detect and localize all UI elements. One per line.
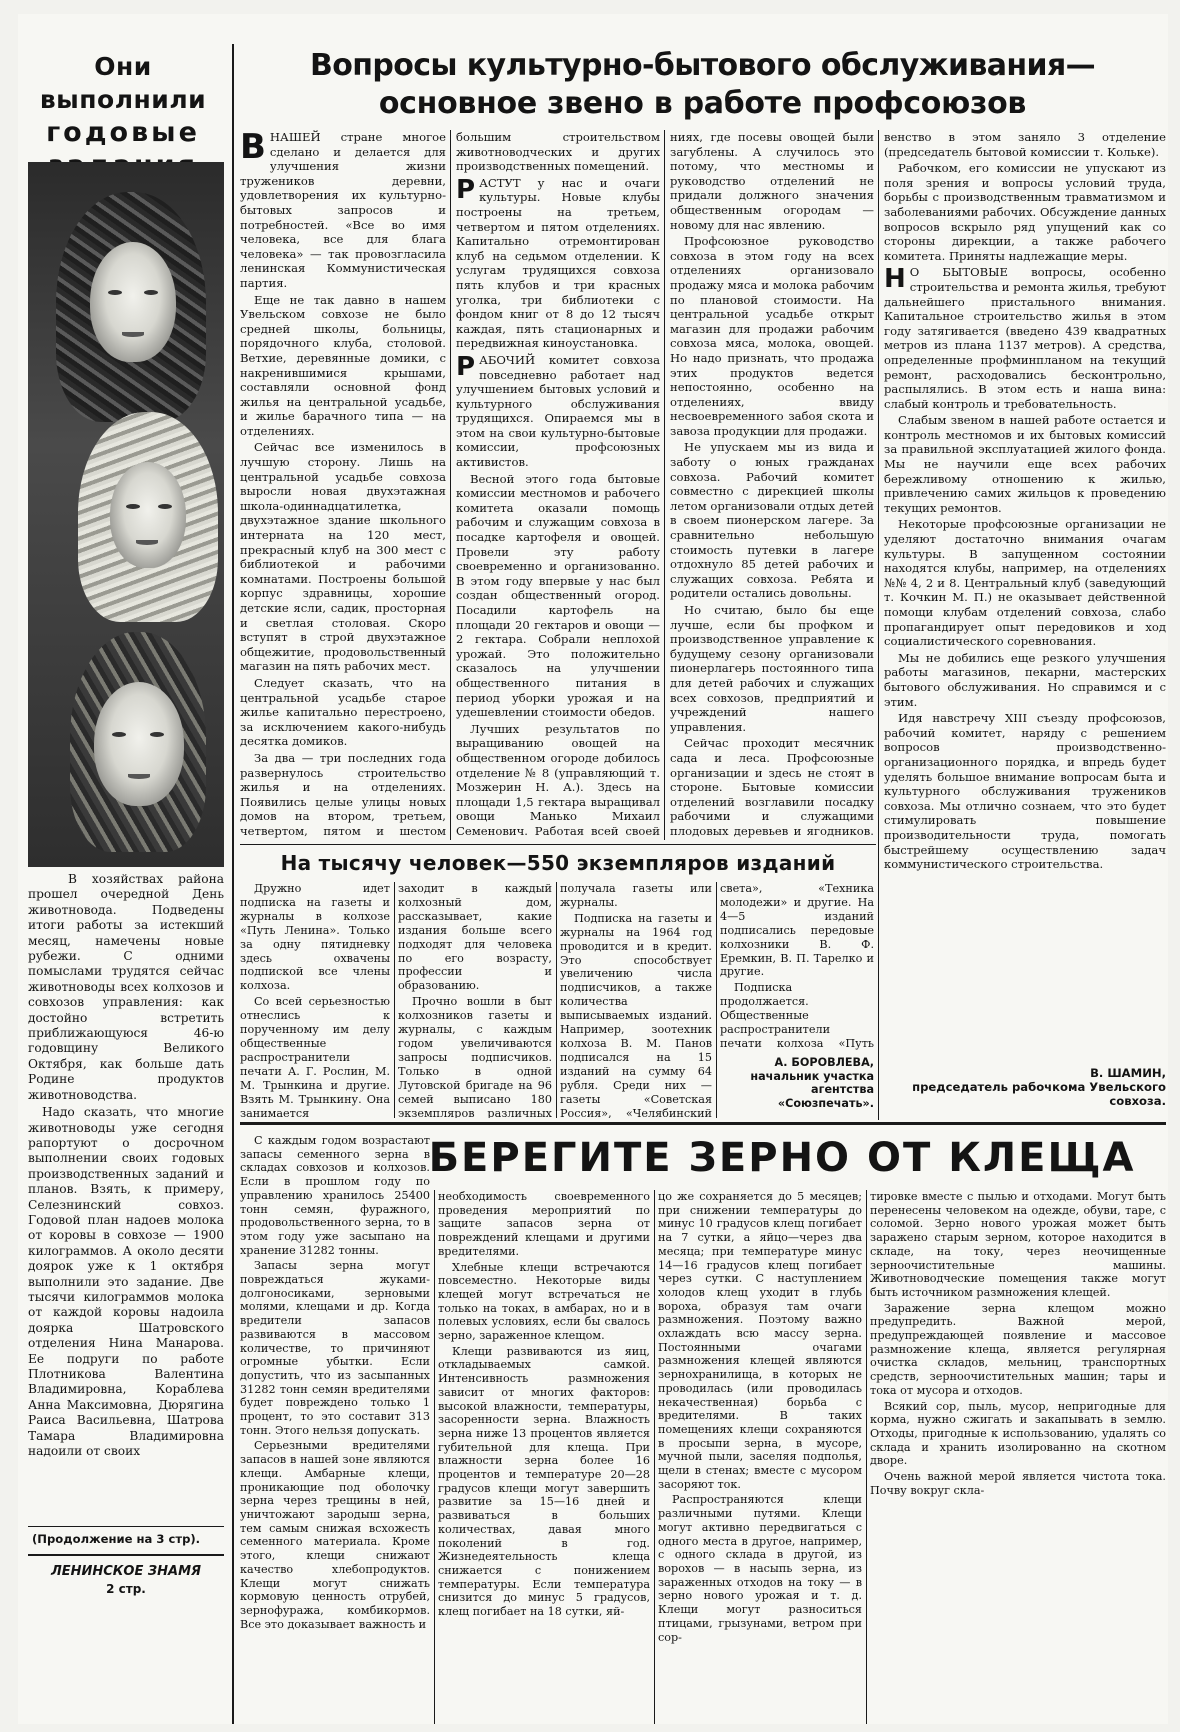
column-divider [866,1190,867,1724]
paragraph: Подписка продолжается. Общественные распространители печати колхоза «Путь [720,981,874,1050]
newspaper-name: ЛЕНИНСКОЕ ЗНАМЯ [50,1564,202,1579]
paragraph: Еще не так давно в нашем Увельском совхозе не было средней школы, больницы, порядочного клуба, столовой. Ветхие, деревянные домики, с накренившимися крышами, составляли основной фонд жилья на центральной усадьбе, и жилье барачного типа — на отделениях. [240,292,446,438]
column-divider [394,882,395,1118]
paragraph: Всякий сор, пыль, мусор, непригодные для корма, нужно сжигать и закапывать в землю. Отходы, пригодные к использованию, удалять со склада и хранить изолированно на скотном дворе. [870,1399,1166,1468]
left-title-line-2: годовые [46,117,200,148]
paragraph: НАШЕЙ стране многое сделано и делается для улучшения жизни тружеников деревни, удовлетворения их культурно-бытовых запросов и потребностей. «Все во имя человека, все для блага человека» — так провозгласила ленинская Коммунистическая партия. [240,130,446,290]
paragraph: получала газеты или журналы. [560,882,712,909]
sub-col-3 [560,882,712,1118]
dropcap: Н [884,264,906,295]
paragraph: цо же сохраняется до 5 месяцев; при снижении температуры до минус 10 градусов клещ погибает на 7 сутки, а яйцо—через два месяца; при температуре минус 14—16 градусов клещ погибает через сутки. С наступлением холодов клещ уходит в глубь вороха, образуя там очаги размножения. Поэтому важно охлаждать всю массу зерна. Постоянными очагами размножения клещей являются зернохранилища, в которых не проводилась (или проводилась некачественная) борьба с вредителями. В таких помещениях клещи сохраняются в просыпи зерна, в мусоре, мучной пыли, заселяя подполья, щели в стенах; вместе с мусором засоряют ток. [658,1190,862,1491]
paragraph: О БЫТОВЫЕ вопросы, особенно строительства и ремонта жилья, требуют дальнейшего пристального внимания. Капитальное строительство жилья в этом году затягивается (введено 439 квадратных метров из плана 1137 метров). А средства, определенные профминпланом на текущий ремонт, расходовались бесконтрольно, распылялись. В этом есть и наша вина: слабый контроль и требовательность. [884,265,1166,411]
paragraph: Подписка на газеты и журналы на 1964 год проводится и в кредит. Это способствует увеличению числа подписчиков, а также количества выписываемых изданий. Например, зоотехник колхоза В. М. Панов подписался на 15 изданий на сумму 64 рубля. Среди них — газеты «Советская Россия», «Челябинский [560,911,712,1118]
paragraph: АБОЧИЙ комитет совхоза повседневно работает над улучшением бытовых условий и культурного обслуживания трудящихся. Опираемся мы в этом на свои культурно-бытовые комиссии, профсоюзных активистов. [456,352,660,470]
signature-name: В. ШАМИН, [1090,1066,1166,1080]
paragraph: Профсоюзное руководство совхоза в этом году на всех отделениях организовало продажу мяса и молока рабочим по плановой стоимости. На центральной усадьбе открыт магазин для продажи рабочим совхоза мяса, молока, овощей. Но надо признать, что продажа этих продуктов ведется непостоянно, особенно на отделениях, ввиду несвоевременного забоя скота и завоза продукции для продажи. [670,234,874,438]
subscription-signature [720,1056,874,1110]
section-rule [240,1122,1166,1125]
column-divider [664,130,665,840]
signature-name: А. БОРОВЛЕВА, [774,1056,874,1069]
paragraph: За два — три последних года развернулось строительство жилья и на отделениях. Появились целые улицы новых домов на втором, третьем, четвертом, пятом и шестом [240,750,446,838]
section-rule [240,844,876,845]
left-title-line-1: Они выполнили [39,52,207,114]
eye-shape [144,290,158,295]
dropcap: Р [456,174,476,205]
paragraph: ниях, где посевы овощей были загублены. А случилось это потому, что местномы и руководство отделений не придали должного значения общественным огородам —новому для нас явлению. [670,130,874,232]
paragraph: Дружно идет подписка на газеты и журналы в колхозе «Путь Ленина». Только за одну пятидневку здесь охвачены подпиской все члены колхоза. [240,882,390,993]
paragraph: АСТУТ у нас и очаги культуры. Новые клубы построены на третьем, четвертом и пятом отделениях. Капитально отремонтирован клуб на седьмом отделении. К услугам трудящихся совхоза пять клубов и три красных уголка, три библиотеки с фондом книг от 8 до 12 тысяч каждая, пять стационарных и передвижная киноустановка. [456,175,660,351]
newspaper-page [18,14,1168,1724]
paragraph: необходимость своевременного проведения мероприятий по защите запасов зерна от повреждений клещами и другими вредителями. [438,1190,650,1258]
paragraph: Сейчас проходит месячник сада и леса. Профсоюзные организации и здесь не стоят в стороне. Бытовые комиссии отделений возглавили посадку рабочими и служащими плодовых деревьев и ягодников. [670,736,874,838]
paragraph: Мы не добились еще резкого улучшения работы магазинов, пекарни, мастерских бытового обслуживания. Но справимся и с этим. [884,650,1166,709]
grain-col-4 [870,1190,1166,1724]
paragraph: Следует сказать, что на центральной усадьбе старое жилье капитально перестроено, за исключением какого-нибудь десятка домиков. [240,675,446,749]
main-headline-1: Вопросы культурно-бытового обслуживания— [309,48,1096,83]
mouth-shape [122,332,144,337]
main-col-2 [456,130,660,840]
paragraph: Рабочком, его комиссии не упускают из поля зрения и вопросы условий труда, борьбы с производственным травматизмом и заболеваниями рабочих. Обсуждение данных вопросов вскрыло ряд упущений как со стороны дирекции, а также рабочего комитета. Приняты надлежащие меры. [884,161,1166,263]
main-headline-2: основное звено в работе профсоюзов [378,86,1027,121]
grain-headline: БЕРЕГИТЕ ЗЕРНО ОТ КЛЕЩА [428,1135,1136,1181]
paragraph: Клещи развиваются из яиц, откладываемых самкой. Интенсивность размножения зависит от многих факторов: высокой влажности, температуры, засоренности зерна. Влажность зерна ниже 13 процентов является губительной для клеща. При влажности зерна более 16 процентов и температуре 20—28 градусов клещи могут завершить развитие за 15—16 дней и развиваться в больших количествах, давая много поколений в год. Жизнедеятельность клеща снижается с понижением температуры. Если температура снизится до минус 5 градусов, клещ погибает на 18 сутки, яй- [438,1344,650,1619]
paragraph: Идя навстречу XIII съезду профсоюзов, рабочий комитет, наряду с решением вопросов производственно-организационного порядка, и впредь будет уделять большое внимание вопросам быта и культурного обслуживания тружеников совхоза. Мы отлично сознаем, что это будет стимулировать повышение производительности труда, помогать быстрейшему осуществлению задач коммунистического строительства. [884,711,1166,872]
left-article-text [28,872,224,1522]
main-col-1 [240,130,446,840]
paragraph: тировке вместе с пылью и отходами. Могут быть перенесены человеком на одежде, обуви, таре, с соломой. Зерно нового урожая может быть заражено старым зерном, которое находится в складе, на току, через неочищенные зерноочистительные машины. Животноводческие помещения также могут быть источником размножения клещей. [870,1190,1166,1299]
mouth-shape [136,540,158,545]
main-col-3 [670,130,874,840]
paragraph: Хлебные клещи встречаются повсеместно. Некоторые виды клещей могут встречаться не только на токах, в амбарах, но и в полевых условиях, если бы свалось зерно, зараженное клещом. [438,1260,650,1343]
face-shape [110,462,186,568]
sub-col-4 [720,882,874,1052]
paragraph: света», «Техника молодежи» и другие. На 4—5 изданий подписались передовые колхозники В. Ф. Еремкин, В. П. Тарелко и другие. [720,882,874,979]
paragraph: Прочно вошли в быт колхозников газеты и журналы, с каждым годом увеличиваются запросы подписчиков. Только в одной Лутовской бригаде на 96 семей выписано 180 экземпляров различных [398,995,552,1118]
grain-col-1 [240,1134,430,1724]
paragraph: Но считаю, было бы еще лучше, если бы профком и производственное управление к будущему сезону организовали пионерлагерь постоянного типа для детей рабочих и служащих всех совхозов, предприятий и учреждений нашего управления. [670,603,874,734]
continuation-note: (Продолжение на 3 стр). [32,1532,201,1546]
sub-col-1 [240,882,390,1118]
paragraph: Запасы зерна могут повреждаться жуками-долгоносиками, зерновыми молями, клещами и др. Когда вредители запасов развиваются в массовом количестве, то причиняют огромные убытки. Если допустить, что из засыпанных 31282 тонн семян вредителями будет повреждено только 1 процент, то это составит 313 тонн. Этого нельзя допускать. [240,1259,430,1437]
paragraph: Распространяются клещи различными путями. Клещи могут активно передвигаться с одного места в другое, например, с одного склада в другой, из ворохов — в насыпь зерна, из зараженных отходов на току — в зерно нового урожая и т. д. Клещи могут разноситься птицами, грызунами, ветром при сор- [658,1493,862,1644]
paragraph: Со всей серьезностью отнеслись к порученному им делу общественные распространители печати А. Г. Рослин, М. М. Трынкина и другие. Взять М. Трынкину. Она занимается [240,995,390,1118]
left-rule [28,1554,224,1556]
paragraph: Сейчас все изменилось в лучшую сторону. Лишь на центральной усадьбе совхоза выросли новая двухэтажная школа-одиннадцатилетка, двухэтажное здание школьного интерната на 120 мест, прекрасный клуб на 300 мест с библиотекой и рабочими комнатами. Построены большой корпус здравницы, хорошие детские ясли, садик, просторная и светлая столовая. Скоро вступят в строй двухэтажное общежитие, продовольственный магазин на пять рабочих мест. [240,440,446,674]
paragraph: Надо сказать, что многие животноводы уже сегодня рапортуют о досрочном выполнении своих годовых производственных заданий и планов. Взять, к примеру, Селезнинский совхоз. Годовой план надоев молока от коровы в совхозе — 1900 килограммов. А около десяти доярок уже к 1 октября выполнили это задание. Две тысячи килограммов молока от каждой коровы надоила доярка Шатровского отделения Нина Манарова. Ее подруги по работе Плотникова Валентина Владимировна, Кораблева Анна Максимовна, Дюрягина Раиса Васильевна, Шатрова Тамара Владимировна надоили от своих [28,1105,224,1459]
paragraph: С каждым годом возрастают запасы семенного зерна в складах совхозов и колхозов. Если в прошлом году по управлению хранилось 25400 тонн семян, фуражного, продовольственного зерна, то в этом году уже засыпано на хранение 31282 тонны. [240,1134,430,1257]
grain-col-3 [658,1190,862,1724]
sub-col-2 [398,882,552,1118]
paragraph: заходит в каждый колхозный дом, рассказывает, какие издания больше всего подходят для человека по его возрасту, профессии и образованию. [398,882,552,993]
paragraph: Слабым звеном в нашей работе остается и контроль местномов и их бытовых комиссий за правильной эксплуатацией жилого фонда. Мы не научили еще всех рабочих бережливому отношению к жилью, привлечению самих жильцов к проведению текущих ремонтов. [884,413,1166,515]
paragraph: Некоторые профсоюзные организации не уделяют достаточно внимания очагам культуры. В запущенном состоянии находятся клубы, например, на отделениях №№ 4, 2 и 8. Центральный клуб (заведующий т. Кочкин М. П.) не оказывает действенной помощи клубам отделений совхоза, слабо пропагандирует опыт передовиков и ход социалистического соревнования. [884,517,1166,649]
paragraph: Серьезными вредителями запасов в нашей зоне являются клещи. Амбарные клещи, проникающие под оболочку зерна через трещины в ней, уничтожают зародыш зерна, тем самым снижая всхожесть семенного материала. Кроме этого, клещи снижают качество хлебопродуктов. Клещи могут снижать кормовую ценность отрубей, зернофуража, комбикормов. Все это доказывает важность и [240,1439,430,1631]
mouth-shape [128,774,150,779]
column-divider [450,130,451,840]
page-number: 2 стр. [106,1582,146,1596]
paragraph: Очень важной мерой является чистота тока. Почву вокруг скла- [870,1470,1166,1497]
eye-shape [112,732,126,737]
column-divider [232,44,234,1724]
column-divider [654,1190,655,1724]
eye-shape [150,732,164,737]
paragraph: Лучших результатов по выращиванию овощей на общественном огороде добилось отделение № 8 (управляющий т. Мозжерин Н. А.). Здесь на площади 1,5 гектара выращивал овощи Манько Михаил Семенович. Работая всей своей [456,721,660,838]
grain-col-2 [438,1190,650,1724]
paragraph: Заражение зерна клещом можно предупредить. Важной мерой, предупреждающей появление и массовое размножение клеща, является регулярная очистка складов, мельниц, транспортных средств, зерноочистительных машин; тары и тока от мусора и отходов. [870,1301,1166,1397]
paragraph: большим строительством животноводческих и других производственных помещений. [456,130,660,174]
paragraph: венство в этом заняло 3 отделение (председатель бытовой комиссии т. Кольке). [884,130,1166,159]
paragraph: В хозяйствах района прошел очередной День животновода. Подведены итоги работы за истекший месяц, намечены новые рубежи. С одними помыслами трудятся сейчас животноводы всех колхозов и совхозов управления: как достойно встретить приближающуюся 46-ю годовщину Великого Октября, как больше дать Родине продуктов животноводства. [28,872,224,1102]
column-divider [556,882,557,1118]
main-signature [884,1066,1166,1108]
eye-shape [158,504,172,509]
portrait-photo [28,162,224,867]
paragraph: Весной этого года бытовые комиссии местномов и рабочего комитета оказали помощь рабочим и служащим совхоза в посадке картофеля и овощей. Провели эту работу своевременно и организованно. В этом году впервые у нас был создан общественный огород. Посадили картофель на площади 20 гектаров и овощи — 2 гектара. Собрали неплохой урожай. Это положительно сказалось на улучшении общественного питания в период уборки урожая и на удешевлении стоимости обедов. [456,471,660,720]
dropcap: Р [456,351,476,382]
eye-shape [126,504,140,509]
column-divider [434,1190,435,1724]
main-col-4 [884,130,1166,1062]
column-divider [716,882,717,1118]
left-rule [28,1526,224,1527]
signature-role: председатель рабочкома Увельского совхоза. [912,1080,1166,1108]
column-divider [878,130,879,1120]
face-shape [90,242,176,362]
subscription-headline: На тысячу человек—550 экземпляров изданий [280,851,836,875]
signature-role: начальник участка агентства «Союзпечать». [750,1069,874,1110]
face-shape [94,682,184,806]
paragraph: Не упускаем мы из вида и заботу о юных гражданах совхоза. Рабочий комитет совместно с дирекцией школы летом организовали отдых детей в своем пионерском лагере. За сравнительно небольшую стоимость путевки в лагере отдохнуло 85 детей рабочих и служащих совхоза. Ребята и родители остались довольны. [670,440,874,601]
eye-shape [108,290,122,295]
dropcap: В [240,130,266,167]
